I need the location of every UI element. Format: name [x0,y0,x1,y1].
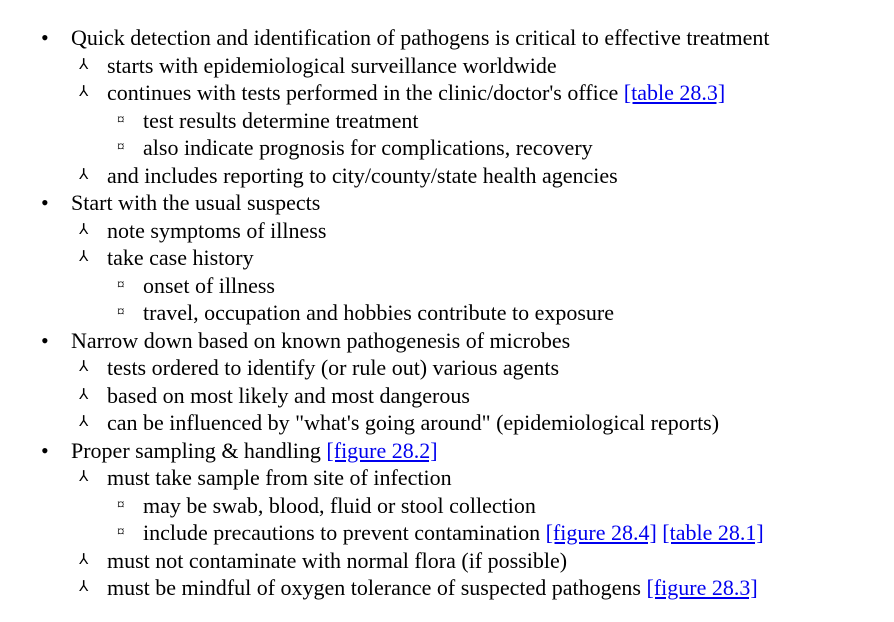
bullet-dot-icon: • [41,25,49,50]
outline-item-level-1 [0,327,894,355]
outline-item-level-2 [0,354,894,382]
bullet-dot-icon: • [41,327,49,353]
outline-item-text: based on most likely and most dangerous [107,382,470,408]
outline-item-level-2 [0,52,894,80]
outline-item-level-1 [0,189,894,217]
outline-item-text: onset of illness [143,272,275,298]
reference-link[interactable]: [table 28.1] [662,520,764,545]
bullet-currency-icon: ¤ [117,139,125,155]
outline-item-level-3 [0,519,894,547]
bullet-caret-icon: ⅄ [79,359,89,375]
outline-item-text-wrapper [143,492,536,520]
outline-item-text: take case history [107,245,254,270]
outline-item-level-2 [0,574,894,602]
outline-item-level-1 [0,24,894,52]
outline-item-text-wrapper [71,24,769,52]
outline-item-text: continues with tests performed in the clinic/doctor's office [107,80,619,105]
outline-item-level-2 [0,217,894,245]
outline-item-text: test results determine treatment [143,107,419,133]
outline-item-text-wrapper [107,244,254,272]
bullet-currency-icon: ¤ [117,496,125,513]
bullet-caret-icon: ⅄ [79,221,89,238]
outline-item-level-2 [0,162,894,190]
outline-item-text-wrapper [107,52,557,80]
bullet-caret-icon: ⅄ [79,414,89,430]
outline-item-text: Quick detection and identification of pathogens is critical to effective treatment [71,25,770,50]
bullet-caret-icon: ⅄ [79,56,89,73]
reference-link[interactable]: [figure 28.4] [545,520,657,545]
outline-item-level-3 [0,272,894,300]
bullet-currency-icon: ¤ [117,304,125,320]
outline-item-text: tests ordered to identify (or rule out) various agents [107,355,560,380]
lecture-outline [0,24,894,602]
outline-item-level-3 [0,492,894,520]
outline-item-text: Narrow down based on known pathogenesis of microbes [71,327,571,353]
outline-item-text: also indicate prognosis for complications, recovery [143,135,593,160]
outline-item-text: may be swab, blood, fluid or stool collection [143,492,536,518]
bullet-caret-icon: ⅄ [79,386,89,403]
outline-item-text: starts with epidemiological surveillance worldwide [107,52,557,78]
outline-item-text: must take sample from site of infection [107,465,452,490]
outline-item-level-2 [0,244,894,272]
reference-link[interactable]: [figure 28.3] [646,575,758,600]
outline-item-text-wrapper [143,107,419,135]
outline-item-text: Start with the usual suspects [71,190,321,215]
bullet-currency-icon: ¤ [117,276,125,293]
outline-item-text-wrapper [107,217,326,245]
outline-item-level-2 [0,382,894,410]
outline-item-text-wrapper [143,272,275,300]
outline-item-text-wrapper [143,519,764,547]
outline-item-text-wrapper [71,189,320,217]
outline-item-text-wrapper [143,299,614,327]
outline-item-text-wrapper [107,382,470,410]
outline-item-level-3 [0,299,894,327]
outline-item-text: note symptoms of illness [107,217,327,243]
bullet-caret-icon: ⅄ [79,579,89,595]
outline-item-text-wrapper [71,437,438,465]
bullet-caret-icon: ⅄ [79,469,89,485]
outline-item-text-wrapper [107,464,452,492]
outline-item-level-1 [0,437,894,465]
outline-item-text-wrapper [143,134,593,162]
outline-item-level-2 [0,409,894,437]
outline-item-text-wrapper [107,574,758,602]
outline-item-level-2 [0,464,894,492]
outline-item-text: Proper sampling & handling [71,437,321,463]
bullet-caret-icon: ⅄ [79,551,89,568]
outline-item-text-wrapper [107,409,719,437]
outline-item-level-3 [0,107,894,135]
outline-item-text: include precautions to prevent contamination [143,520,541,545]
bullet-caret-icon: ⅄ [79,249,89,265]
outline-item-text-wrapper [71,327,570,355]
outline-item-text-wrapper [107,354,559,382]
outline-item-text-wrapper [107,162,618,190]
bullet-currency-icon: ¤ [117,111,125,128]
reference-link[interactable]: [figure 28.2] [326,437,438,463]
bullet-caret-icon: ⅄ [79,166,89,183]
bullet-dot-icon: • [41,190,49,215]
outline-item-level-2 [0,79,894,107]
outline-item-level-3 [0,134,894,162]
bullet-currency-icon: ¤ [117,524,125,540]
bullet-caret-icon: ⅄ [79,84,89,100]
outline-item-text-wrapper [107,79,725,107]
outline-item-text: travel, occupation and hobbies contribute to exposure [143,300,615,325]
outline-item-text: must not contaminate with normal flora (if possible) [107,547,568,573]
outline-item-text: and includes reporting to city/county/state health agencies [107,162,618,188]
bullet-dot-icon: • [41,437,49,463]
outline-item-text: must be mindful of oxygen tolerance of suspected pathogens [107,575,641,600]
outline-item-text: can be influenced by "what's going around" (epidemiological reports) [107,410,720,435]
outline-item-level-2 [0,547,894,575]
outline-item-text-wrapper [107,547,567,575]
reference-link[interactable]: [table 28.3] [623,80,726,105]
